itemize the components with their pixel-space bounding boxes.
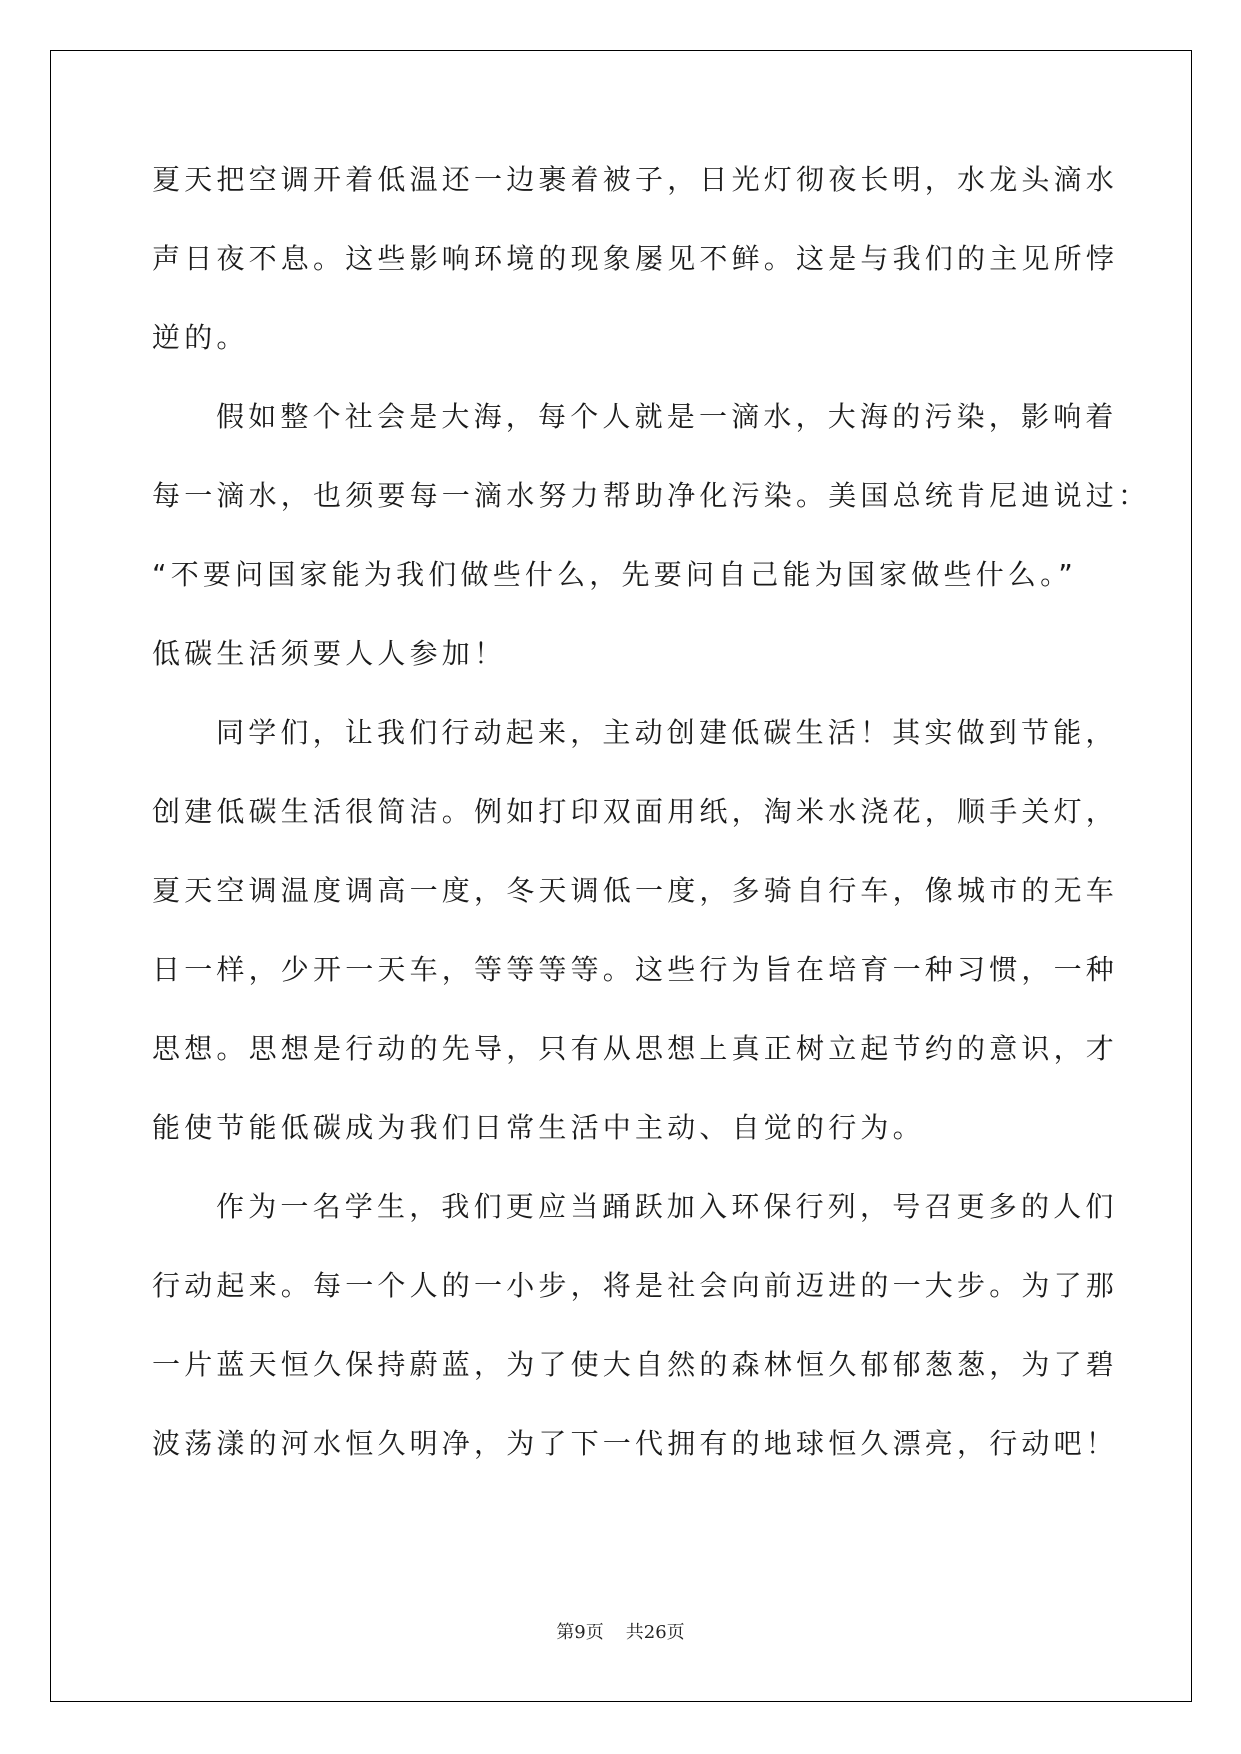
paragraph-first-line: 作为一名学生，我们更应当踊跃加入环保行列，号召更多的人们 <box>216 1190 1118 1223</box>
text-line: 声日夜不息。这些影响环境的现象屡见不鲜。这是与我们的主见所悖 <box>152 242 1119 275</box>
page-number: 第9页 <box>556 1622 604 1643</box>
text-line: 波荡漾的河水恒久明净，为了下一代拥有的地球恒久漂亮，行动吧！ <box>152 1427 1119 1460</box>
text-line: 一片蓝天恒久保持蔚蓝，为了使大自然的森林恒久郁郁葱葱，为了碧 <box>152 1348 1119 1381</box>
text-line: 每一滴水，也须要每一滴水努力帮助净化污染。美国总统肯尼迪说过： <box>152 479 1151 512</box>
text-line: 逆的。 <box>152 321 249 354</box>
page-total: 共26页 <box>625 1622 685 1643</box>
text-line: 日一样，少开一天车，等等等等。这些行为旨在培育一种习惯，一种 <box>152 953 1119 986</box>
text-line: 行动起来。每一个人的一小步，将是社会向前迈进的一大步。为了那 <box>152 1269 1119 1302</box>
document-body <box>152 163 1151 1509</box>
paragraph-first-line: 同学们，让我们行动起来，主动创建低碳生活！其实做到节能， <box>216 716 1118 749</box>
text-line: 低碳生活须要人人参加！ <box>152 637 507 670</box>
text-line: 夏天把空调开着低温还一边裹着被子，日光灯彻夜长明，水龙头滴水 <box>152 163 1119 196</box>
text-line: 创建低碳生活很简洁。例如打印双面用纸，淘米水浇花，顺手关灯， <box>152 795 1119 828</box>
text-line: 思想。思想是行动的先导，只有从思想上真正树立起节约的意识，才 <box>152 1032 1119 1065</box>
paragraph-first-line: 假如整个社会是大海，每个人就是一滴水，大海的污染，影响着 <box>216 400 1118 433</box>
text-line: 夏天空调温度调高一度，冬天调低一度，多骑自行车，像城市的无车 <box>152 874 1119 907</box>
quote-line: “不要问国家能为我们做些什么，先要问自己能为国家做些什么。” <box>152 558 1078 591</box>
page-footer <box>0 1618 1241 1644</box>
text-line: 能使节能低碳成为我们日常生活中主动、自觉的行为。 <box>152 1111 925 1144</box>
